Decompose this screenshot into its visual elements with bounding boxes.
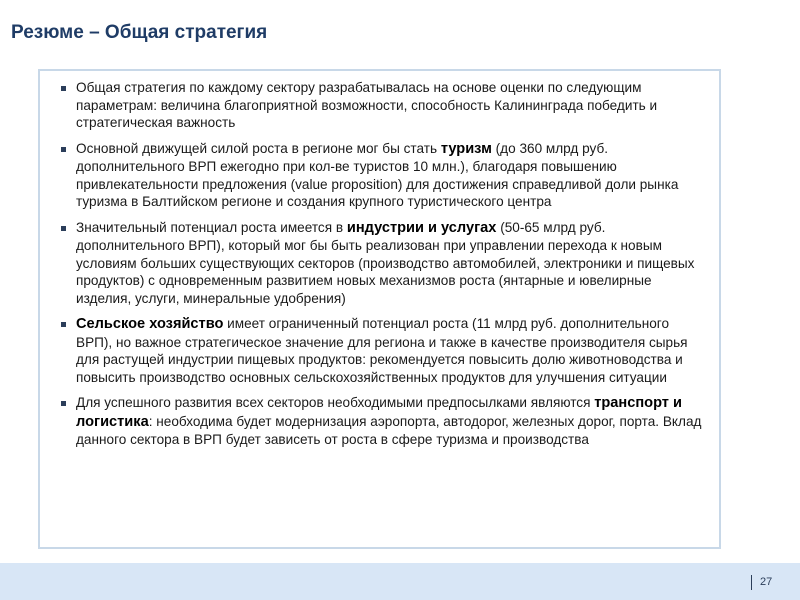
bullet-emphasis: индустрии и услугах (346, 219, 497, 236)
bullet-item-industry (40, 219, 703, 308)
bullet-marker (61, 322, 66, 327)
bullet-item-agriculture (40, 315, 703, 386)
bullet-list (40, 71, 719, 449)
footer-band (0, 563, 800, 600)
bullet-item-evaluation (40, 79, 703, 132)
bullet-marker (61, 86, 66, 91)
bullet-marker (61, 226, 66, 231)
bullet-text: Общая стратегия по каждому сектору разрабатывалась на основе оценки по следующим параметрам: величина благоприятной возможности, способность Калининграда победить и стратегическая важность (76, 80, 658, 130)
bullet-text: : необходима будет модернизация аэропорта, автодорог, железных дорог, порта. Вклад данного сектора в ВРП будет зависеть от роста в сфере туризма и производства (76, 413, 702, 447)
bullet-text: Для успешного развития всех секторов необходимыми предпосылками являются (76, 395, 595, 410)
bullet-text: (до 360 млрд руб. дополнительного ВРП ежегодно при кол-ве туристов 10 млн.), благодаря повышению привлекательности предложения (value proposition) для достижения справедливой доли рынка туризма в Балтийском регионе и создания крупного туристического центра (76, 140, 679, 209)
bullet-text: Значительный потенциал роста имеется в (76, 219, 347, 235)
bullet-text: имеет ограниченный потенциал роста (11 млрд руб. дополнительного ВРП), но важное стратегическое значение для региона и также в качестве производителя сырья для растущей индустрии пищевых продуктов: рекомендуется повысить долю животноводства и повысить производство основных сельскохозяйственных продуктов для улучшения ситуации (76, 316, 688, 385)
content-box (38, 69, 721, 549)
bullet-emphasis: транспорт и логистика (76, 395, 682, 430)
bullet-marker (61, 401, 66, 406)
bullet-text: Основной движущей силой роста в регионе мог бы стать (76, 140, 441, 156)
bullet-emphasis: Сельское хозяйство (76, 316, 224, 332)
bullet-marker (61, 147, 66, 152)
bullet-emphasis: туризм (440, 140, 492, 157)
bullet-item-logistics (40, 394, 703, 449)
slide-title: Резюме – Общая стратегия (11, 22, 268, 43)
bullet-text: (50-65 млрд руб. дополнительного ВРП), который мог бы быть реализован при управлении перехода к новым условиям больших существующих секторов (производство автомобилей, электроники и пищевых продуктов) с одновременным развитием новых механизмов роста (янтарные и ювелирные изделия, услуги, минеральные удобрения) (76, 219, 695, 306)
page-number-separator (751, 575, 752, 590)
page-number: 27 (760, 576, 773, 588)
bullet-item-tourism (40, 140, 703, 211)
